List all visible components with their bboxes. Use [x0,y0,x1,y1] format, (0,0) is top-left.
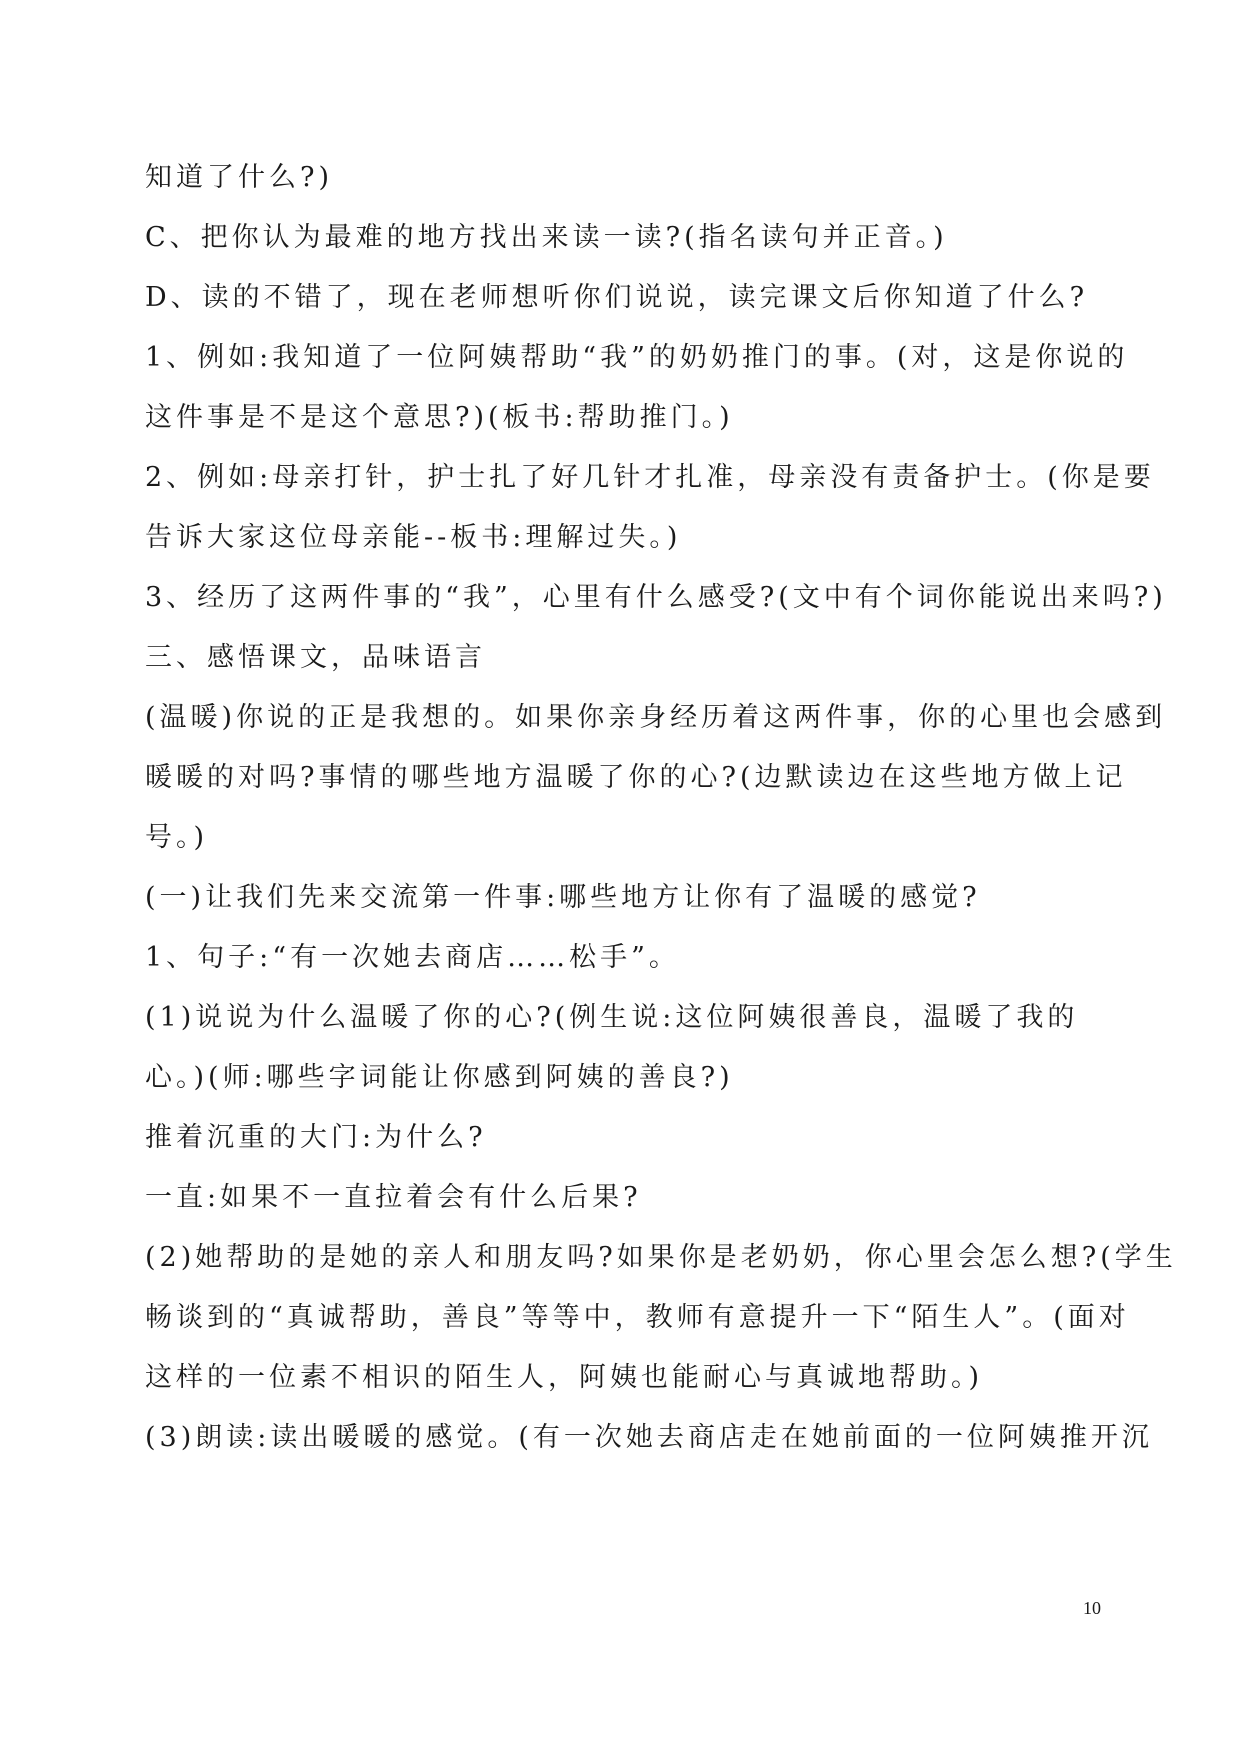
text-line: (温暖)你说的正是我想的。如果你亲身经历着这两件事，你的心里也会感到 [145,702,1167,733]
text-line: 心。)(师:哪些字词能让你感到阿姨的善良?) [145,1062,734,1093]
text-line: 3、经历了这两件事的“我”，心里有什么感受?(文中有个词你能说出来吗?) [145,582,1167,613]
section-heading: 三、感悟课文，品味语言 [145,642,486,673]
text-line: 一直:如果不一直拉着会有什么后果? [145,1182,642,1213]
page-number: 10 [1083,1598,1101,1618]
text-line: 告诉大家这位母亲能--板书:理解过失。) [145,522,682,553]
text-line: 2、例如:母亲打针，护士扎了好几针才扎准，母亲没有责备护士。(你是要 [145,462,1155,493]
text-line: 暖暖的对吗?事情的哪些地方温暖了你的心?(边默读边在这些地方做上记 [145,762,1127,793]
text-line: 知道了什么?) [145,162,334,193]
document-body [145,148,1177,1468]
text-line: 这样的一位素不相识的陌生人，阿姨也能耐心与真诚地帮助。) [145,1362,984,1393]
text-line: C、把你认为最难的地方找出来读一读?(指名读句并正音。) [145,222,948,253]
text-line: 畅谈到的“真诚帮助，善良”等等中，教师有意提升一下“陌生人”。(面对 [145,1302,1130,1333]
text-line: 1、句子:“有一次她去商店……松手”。 [145,942,680,973]
text-line: (2)她帮助的是她的亲人和朋友吗?如果你是老奶奶，你心里会怎么想?(学生 [145,1242,1177,1273]
text-line: (1)说说为什么温暖了你的心?(例生说:这位阿姨很善良，温暖了我的 [145,1002,1079,1033]
text-line: 推着沉重的大门:为什么? [145,1122,487,1153]
text-line: D、读的不错了，现在老师想听你们说说，读完课文后你知道了什么? [145,282,1089,313]
text-line: 号。) [145,822,209,853]
text-line: (一)让我们先来交流第一件事:哪些地方让你有了温暖的感觉? [145,882,981,913]
text-line: 这件事是不是这个意思?)(板书:帮助推门。) [145,402,734,433]
text-line: 1、例如:我知道了一位阿姨帮助“我”的奶奶推门的事。(对，这是你说的 [145,342,1129,373]
text-line: (3)朗读:读出暖暖的感觉。(有一次她去商店走在她前面的一位阿姨推开沉 [145,1422,1153,1453]
